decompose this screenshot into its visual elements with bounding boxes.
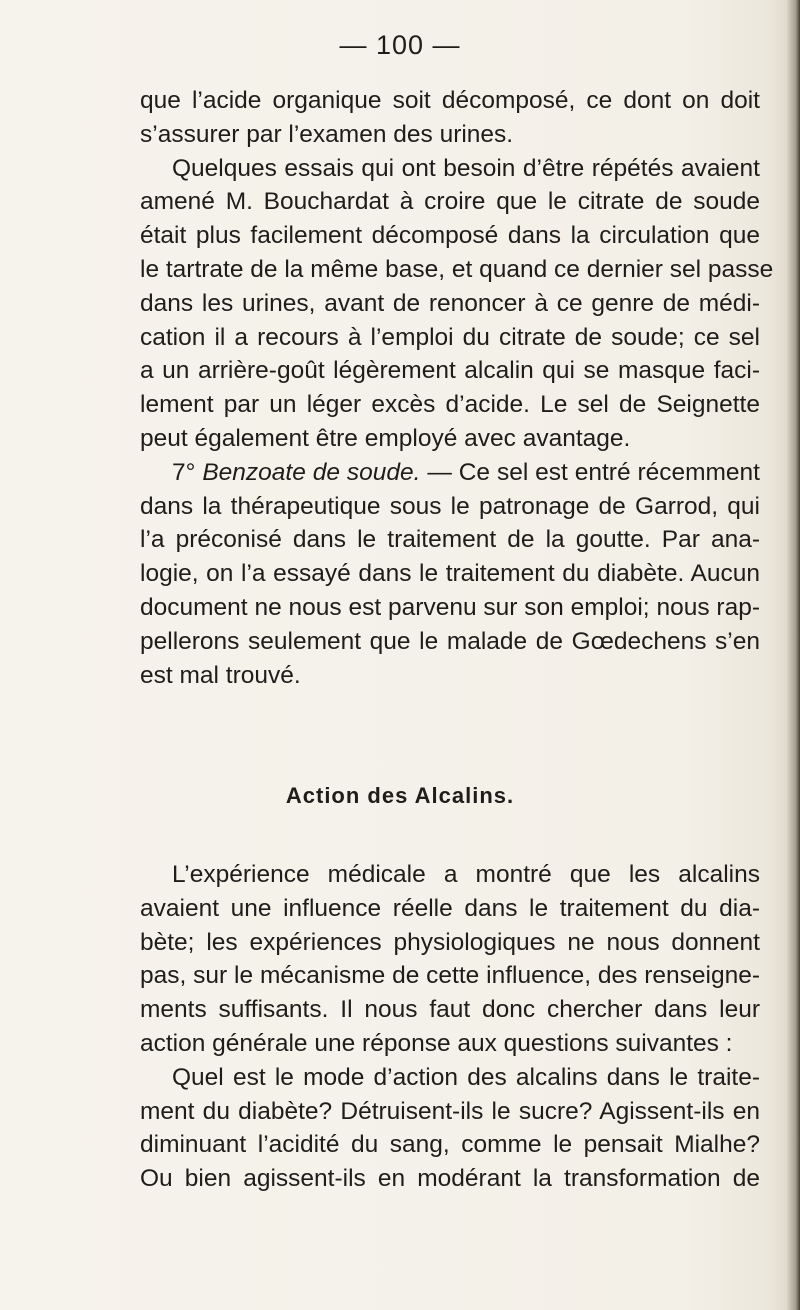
text-line: ments suffisants. Il nous faut donc chercher dans leur [140,996,760,1024]
text-line: a un arrière-goût légèrement alcalin qui se masque faci- [140,357,760,385]
text-line: s’assurer par l’examen des urines. [140,120,514,148]
text-line: dans la thérapeutique sous le patronage de Garrod, qui [140,492,760,520]
text-line: le tartrate de la même base, et quand ce dernier sel passe [140,255,774,283]
page-number: — 100 — [339,30,461,60]
item-text: — Ce sel est entré récemment [427,458,760,486]
text-block-lower [140,858,760,1196]
text-line: logie, on l’a essayé dans le traitement du diabète. Aucun [140,560,760,588]
text-line: Quelques essais qui ont besoin d’être répétés avaient [172,154,760,182]
text-line: bète; les expériences physiologiques ne nous donnent [140,928,760,956]
text-line: Ou bien agissent-ils en modérant la transformation de [140,1165,760,1193]
text-line: pellerons seulement que le malade de Gœdechens s’en [140,627,760,655]
text-line: Quel est le mode d’action des alcalins dans le traite- [172,1063,760,1091]
item-number: 7° [172,458,196,486]
item-title: Benzoate de soude. [202,458,421,486]
paragraph-continuation [140,84,760,152]
text-line: l’a préconisé dans le traitement de la goutte. Par ana- [140,526,760,554]
paragraph-questions [140,1061,760,1196]
text-line: lement par un léger excès d’acide. Le sel de Seignette [140,391,760,419]
text-line: dans les urines, avant de renoncer à ce genre de médi- [140,289,760,317]
text-line: ment du diabète? Détruisent-ils le sucre? Agissent-ils en [140,1097,760,1125]
page-edge-shadow [786,0,800,1310]
text-line: peut également être employé avec avantage. [140,424,631,452]
text-line: document ne nous est parvenu sur son emploi; nous rap- [140,593,760,621]
text-line: était plus facilement décomposé dans la circulation que [140,222,760,250]
text-line: est mal trouvé. [140,661,301,689]
text-line: action générale une réponse aux questions suivantes : [140,1029,733,1057]
paragraph-benzoate [140,456,760,693]
text-line: diminuant l’acidité du sang, comme le pensait Mialhe? [140,1131,760,1159]
paragraph-bouchardat [140,152,774,456]
text-line: cation il a recours à l’emploi du citrate de soude; ce sel [140,323,760,351]
section-heading: Action des Alcalins. [285,783,515,808]
text-line: amené M. Bouchardat à croire que le citrate de soude [140,188,760,216]
text-block-upper [140,84,774,692]
text-line: avaient une influence réelle dans le traitement du dia- [140,894,760,922]
text-line: pas, sur le mécanisme de cette influence, des renseigne- [140,962,760,990]
text-line: L’expérience médicale a montré que les alcalins [172,861,760,888]
paragraph-experience [140,858,760,1061]
text-line [140,456,760,490]
text-line: que l’acide organique soit décomposé, ce dont on doit [140,87,760,114]
